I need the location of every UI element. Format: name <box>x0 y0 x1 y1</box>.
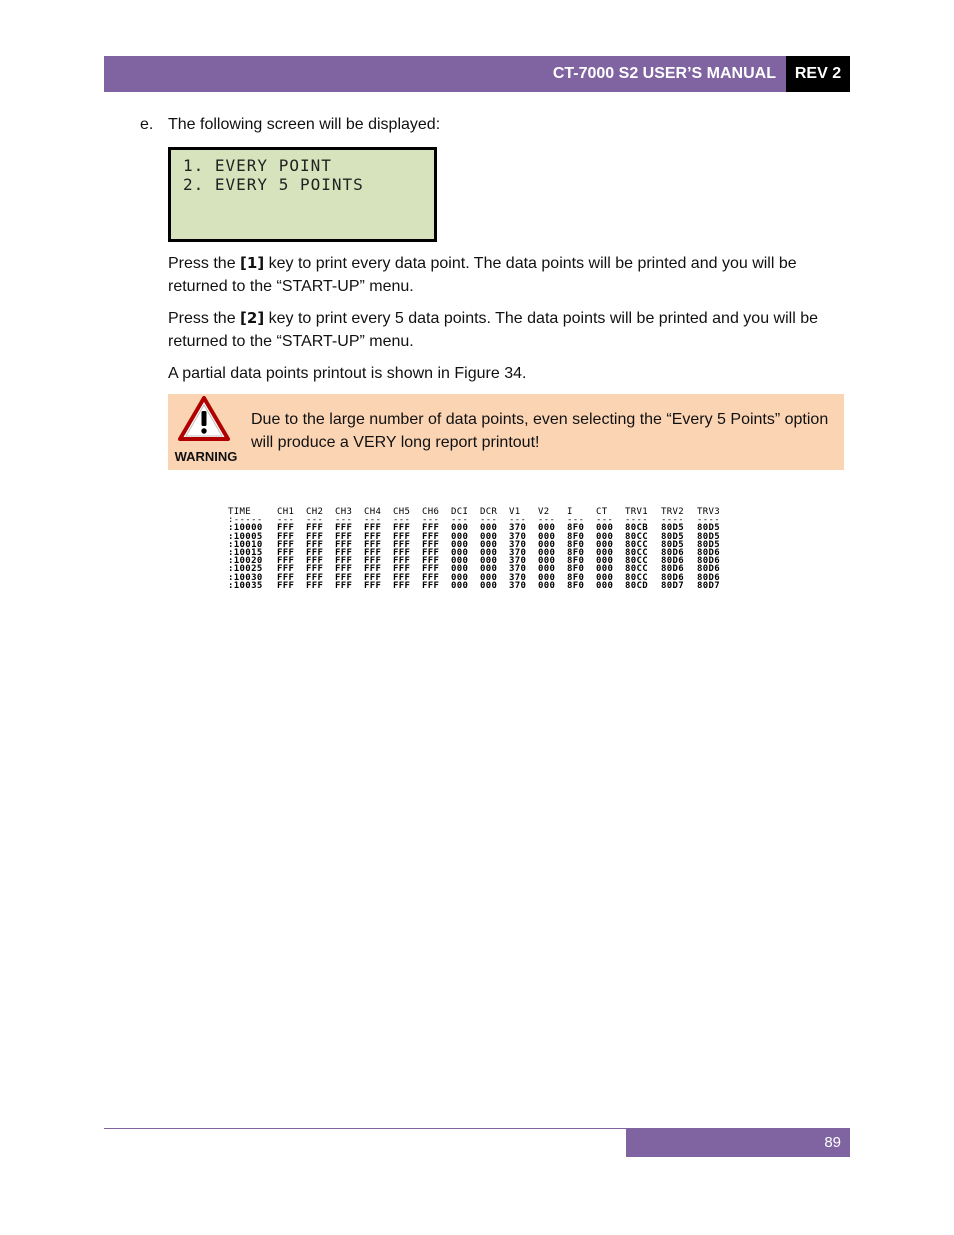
printout-cell: 000 <box>480 556 498 567</box>
printout-cell: TRV1 <box>625 507 649 517</box>
printout-cell: 8F0 <box>567 531 585 542</box>
printout-cell: 000 <box>538 531 556 542</box>
printout-cell: CH1 <box>277 507 295 517</box>
printout-cell: --- <box>422 515 440 526</box>
printout-cell: FFF <box>393 523 411 534</box>
printout-cell: 000 <box>538 548 556 559</box>
printout-cell: 8F0 <box>567 539 585 550</box>
paragraph-key-2 <box>168 307 838 353</box>
printout-cell: FFF <box>335 548 353 559</box>
printout-cell: 8F0 <box>567 556 585 567</box>
printout-cell: 80D5 <box>661 531 685 542</box>
paragraph-key-1 <box>168 252 838 298</box>
paragraph-text: key to print every 5 data points. The data points will be printed and you will be returned to the “START-UP” menu. <box>168 310 818 350</box>
warning-label: WARNING <box>174 449 238 464</box>
printout-cell: 370 <box>509 548 527 559</box>
printout-cell: FFF <box>422 572 440 583</box>
paragraph-figure-ref: A partial data points printout is shown in Figure 34. <box>168 365 527 382</box>
printout-cell: FFF <box>364 572 382 583</box>
printout-cell: 370 <box>509 580 527 591</box>
printout-cell: :----- <box>228 515 263 526</box>
printout-cell: 80D6 <box>661 556 685 567</box>
printout-cell: 8F0 <box>567 564 585 575</box>
header-title-bar <box>104 56 786 92</box>
printout-cell: 370 <box>509 539 527 550</box>
printout-cell: CH5 <box>393 507 411 517</box>
printout-cell: 80D5 <box>697 539 721 550</box>
printout-cell: TRV3 <box>697 507 721 517</box>
revision-badge <box>786 56 850 92</box>
printout-cell: 370 <box>509 572 527 583</box>
printout-cell: 80D6 <box>697 564 721 575</box>
printout-cell: 000 <box>451 580 469 591</box>
printout-cell: FFF <box>335 580 353 591</box>
printout-cell: FFF <box>364 556 382 567</box>
printout-cell: FFF <box>277 564 295 575</box>
printout-cell: 000 <box>538 580 556 591</box>
printout-cell: --- <box>567 515 585 526</box>
printout-cell: 000 <box>596 523 614 534</box>
printout-cell: :10020 <box>228 556 263 567</box>
printout-cell: 000 <box>596 539 614 550</box>
printout-cell: DCI <box>451 507 469 517</box>
printout-cell: --- <box>509 515 527 526</box>
warning-triangle-icon <box>178 396 230 442</box>
paragraph-text: Press the <box>168 255 241 272</box>
printout-cell: 8F0 <box>567 548 585 559</box>
step-text: The following screen will be displayed: <box>168 116 441 133</box>
printout-cell: --- <box>538 515 556 526</box>
printout-cell: 370 <box>509 556 527 567</box>
printout-cell: 000 <box>451 539 469 550</box>
printout-cell: FFF <box>422 556 440 567</box>
printout-cell: CH2 <box>306 507 324 517</box>
printout-cell: 8F0 <box>567 580 585 591</box>
printout-cell: 80CC <box>625 548 649 559</box>
printout-cell: FFF <box>364 580 382 591</box>
printout-cell: 80CC <box>625 556 649 567</box>
printout-cell: :10025 <box>228 564 263 575</box>
revision-label: REV 2 <box>794 65 842 82</box>
lcd-line-2: 2. EVERY 5 POINTS <box>183 175 364 194</box>
printout-cell: FFF <box>364 531 382 542</box>
printout-cell: 000 <box>596 572 614 583</box>
printout-cell: V2 <box>538 507 550 517</box>
printout-cell: --- <box>451 515 469 526</box>
printout-cell: --- <box>596 515 614 526</box>
printout-cell: 000 <box>480 564 498 575</box>
printout-cell: FFF <box>335 556 353 567</box>
printout-cell: 8F0 <box>567 523 585 534</box>
printout-cell: 80D6 <box>697 548 721 559</box>
printout-cell: TIME <box>228 507 252 517</box>
printout-cell: FFF <box>277 539 295 550</box>
printout-cell: FFF <box>393 564 411 575</box>
manual-title: CT-7000 S2 USER’S MANUAL <box>552 65 776 82</box>
printout-cell: 80CC <box>625 539 649 550</box>
printout-cell: :10010 <box>228 539 263 550</box>
printout-cell: FFF <box>277 580 295 591</box>
printout-cell: FFF <box>393 580 411 591</box>
printout-cell: FFF <box>364 548 382 559</box>
printout-cell: V1 <box>509 507 521 517</box>
printout-cell: 370 <box>509 531 527 542</box>
paragraph-text: key to print every data point. The data points will be printed and you will be returned to the “START-UP” menu. <box>168 255 797 295</box>
printout-cell: FFF <box>393 548 411 559</box>
printout-cell: :10015 <box>228 548 263 559</box>
printout-cell: ---- <box>625 515 649 526</box>
printout-cell: 80D6 <box>697 572 721 583</box>
lcd-screen <box>168 147 437 242</box>
printout-cell: 000 <box>451 572 469 583</box>
printout-cell: FFF <box>306 531 324 542</box>
printout-cell: 80CC <box>625 564 649 575</box>
printout-cell: FFF <box>306 548 324 559</box>
printout-cell: 80D6 <box>661 548 685 559</box>
printout-cell: I <box>567 507 573 517</box>
printout-cell: 8F0 <box>567 572 585 583</box>
printout-cell: 80D7 <box>697 580 721 591</box>
printout-cell: --- <box>480 515 498 526</box>
printout-cell: FFF <box>306 580 324 591</box>
printout-cell: FFF <box>277 548 295 559</box>
printout-cell: :10035 <box>228 580 263 591</box>
printout-cell: 80CD <box>625 580 649 591</box>
printout-cell: FFF <box>306 523 324 534</box>
data-printout-figure <box>228 508 733 590</box>
printout-cell: FFF <box>277 572 295 583</box>
step-marker: e. <box>140 116 154 133</box>
printout-cell: CH6 <box>422 507 440 517</box>
printout-cell: 80D7 <box>661 580 685 591</box>
printout-cell: 80D6 <box>697 556 721 567</box>
printout-cell: :10000 <box>228 523 263 534</box>
printout-cell: FFF <box>422 564 440 575</box>
printout-cell: FFF <box>335 523 353 534</box>
printout-cell: 000 <box>451 531 469 542</box>
printout-cell: FFF <box>364 523 382 534</box>
printout-cell: :10030 <box>228 572 263 583</box>
printout-cell: 000 <box>451 548 469 559</box>
printout-cell: 000 <box>480 531 498 542</box>
printout-cell: 80D5 <box>661 523 685 534</box>
printout-cell: FFF <box>335 572 353 583</box>
key-1-label: [1] <box>240 254 265 272</box>
key-2-label: [2] <box>240 309 265 327</box>
paragraph-text: Press the <box>168 310 241 327</box>
printout-cell: 000 <box>451 523 469 534</box>
printout-cell: FFF <box>393 539 411 550</box>
printout-cell: 000 <box>538 564 556 575</box>
printout-cell: 80CC <box>625 572 649 583</box>
printout-cell: 000 <box>480 548 498 559</box>
printout-cell: 80D5 <box>697 523 721 534</box>
printout-cell: FFF <box>364 564 382 575</box>
printout-cell: FFF <box>306 564 324 575</box>
printout-cell: :10005 <box>228 531 263 542</box>
printout-cell: 80CC <box>625 531 649 542</box>
printout-cell: FFF <box>422 580 440 591</box>
printout-cell: --- <box>335 515 353 526</box>
printout-cell: --- <box>393 515 411 526</box>
printout-cell: 000 <box>538 556 556 567</box>
printout-cell: FFF <box>393 531 411 542</box>
printout-cell: FFF <box>393 556 411 567</box>
printout-cell: 370 <box>509 523 527 534</box>
warning-box <box>168 394 844 470</box>
printout-cell: FFF <box>422 548 440 559</box>
printout-cell: FFF <box>306 539 324 550</box>
printout-cell: 000 <box>596 548 614 559</box>
printout-cell: DCR <box>480 507 498 517</box>
page-number: 89 <box>824 1134 841 1151</box>
printout-cell: 000 <box>538 523 556 534</box>
printout-cell: FFF <box>277 556 295 567</box>
printout-cell: ---- <box>697 515 721 526</box>
printout-cell: FFF <box>306 556 324 567</box>
printout-cell: 000 <box>596 556 614 567</box>
printout-cell: 000 <box>480 572 498 583</box>
printout-data-row <box>228 582 733 590</box>
printout-cell: 000 <box>480 539 498 550</box>
lcd-line-1: 1. EVERY POINT <box>183 156 332 175</box>
printout-cell: 370 <box>509 564 527 575</box>
printout-cell: --- <box>306 515 324 526</box>
printout-cell: FFF <box>422 531 440 542</box>
warning-text: Due to the large number of data points, even selecting the “Every 5 Points” option will produce a VERY long report printout! <box>251 411 829 451</box>
step-e <box>140 116 440 134</box>
printout-cell: CT <box>596 507 608 517</box>
printout-cell: 000 <box>596 580 614 591</box>
printout-cell: 80CB <box>625 523 649 534</box>
printout-cell: 000 <box>451 564 469 575</box>
printout-cell: ---- <box>661 515 685 526</box>
printout-cell: FFF <box>422 539 440 550</box>
printout-cell: FFF <box>393 572 411 583</box>
printout-cell: 80D5 <box>697 531 721 542</box>
printout-cell: 80D6 <box>661 564 685 575</box>
printout-cell: FFF <box>277 523 295 534</box>
footer-page-bar <box>626 1128 850 1157</box>
printout-cell: CH3 <box>335 507 353 517</box>
printout-cell: FFF <box>422 523 440 534</box>
printout-cell: FFF <box>364 539 382 550</box>
printout-cell: --- <box>277 515 295 526</box>
printout-cell: FFF <box>335 564 353 575</box>
printout-cell: --- <box>364 515 382 526</box>
printout-cell: 000 <box>451 556 469 567</box>
printout-cell: TRV2 <box>661 507 685 517</box>
printout-cell: FFF <box>335 539 353 550</box>
printout-cell: FFF <box>306 572 324 583</box>
printout-cell: 000 <box>480 580 498 591</box>
printout-cell: 000 <box>538 572 556 583</box>
printout-cell: FFF <box>277 531 295 542</box>
printout-cell: 000 <box>480 523 498 534</box>
printout-cell: FFF <box>335 531 353 542</box>
printout-cell: 000 <box>596 564 614 575</box>
printout-cell: 80D5 <box>661 539 685 550</box>
printout-cell: 80D6 <box>661 572 685 583</box>
printout-cell: CH4 <box>364 507 382 517</box>
printout-cell: 000 <box>596 531 614 542</box>
printout-cell: 000 <box>538 539 556 550</box>
